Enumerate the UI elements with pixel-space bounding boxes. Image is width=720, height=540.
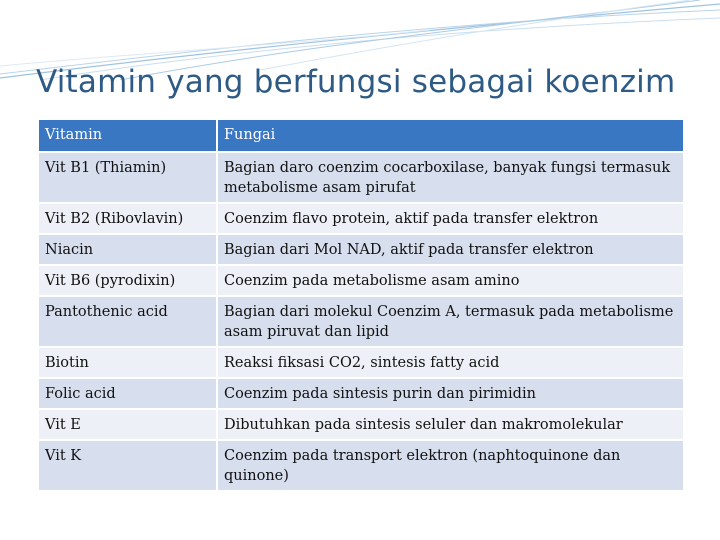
function-cell: Bagian dari Mol NAD, aktif pada transfer elektron <box>217 234 684 265</box>
table-header-row <box>38 119 684 152</box>
function-cell: Coenzim flavo protein, aktif pada transfer elektron <box>217 203 684 234</box>
vitamin-cell: Vit B1 (Thiamin) <box>38 152 217 203</box>
table-row <box>38 265 684 296</box>
table-row <box>38 409 684 440</box>
function-cell: Coenzim pada sintesis purin dan pirimidin <box>217 378 684 409</box>
table-row <box>38 296 684 347</box>
header-vitamin: Vitamin <box>38 119 217 152</box>
function-cell: Dibutuhkan pada sintesis seluler dan makromolekular <box>217 409 684 440</box>
vitamin-cell: Biotin <box>38 347 217 378</box>
vitamin-cell: Vit B6 (pyrodixin) <box>38 265 217 296</box>
table-row <box>38 378 684 409</box>
function-cell: Coenzim pada transport elektron (naphtoquinone dan quinone) <box>217 440 684 491</box>
vitamin-cell: Vit K <box>38 440 217 491</box>
function-cell: Bagian daro coenzim cocarboxilase, banyak fungsi termasuk metabolisme asam pirufat <box>217 152 684 203</box>
header-fungai: Fungai <box>217 119 684 152</box>
table-row <box>38 234 684 265</box>
table-row <box>38 203 684 234</box>
vitamin-cell: Pantothenic acid <box>38 296 217 347</box>
table-row <box>38 152 684 203</box>
slide-title: Vitamin yang berfungsi sebagai koenzim <box>36 64 676 100</box>
vitamin-cell: Vit E <box>38 409 217 440</box>
vitamin-cell: Folic acid <box>38 378 217 409</box>
table-row <box>38 347 684 378</box>
vitamin-table <box>37 118 685 492</box>
function-cell: Coenzim pada metabolisme asam amino <box>217 265 684 296</box>
function-cell: Reaksi fiksasi CO2, sintesis fatty acid <box>217 347 684 378</box>
function-cell: Bagian dari molekul Coenzim A, termasuk pada metabolisme asam piruvat dan lipid <box>217 296 684 347</box>
vitamin-cell: Niacin <box>38 234 217 265</box>
table-row <box>38 440 684 491</box>
vitamin-cell: Vit B2 (Ribovlavin) <box>38 203 217 234</box>
